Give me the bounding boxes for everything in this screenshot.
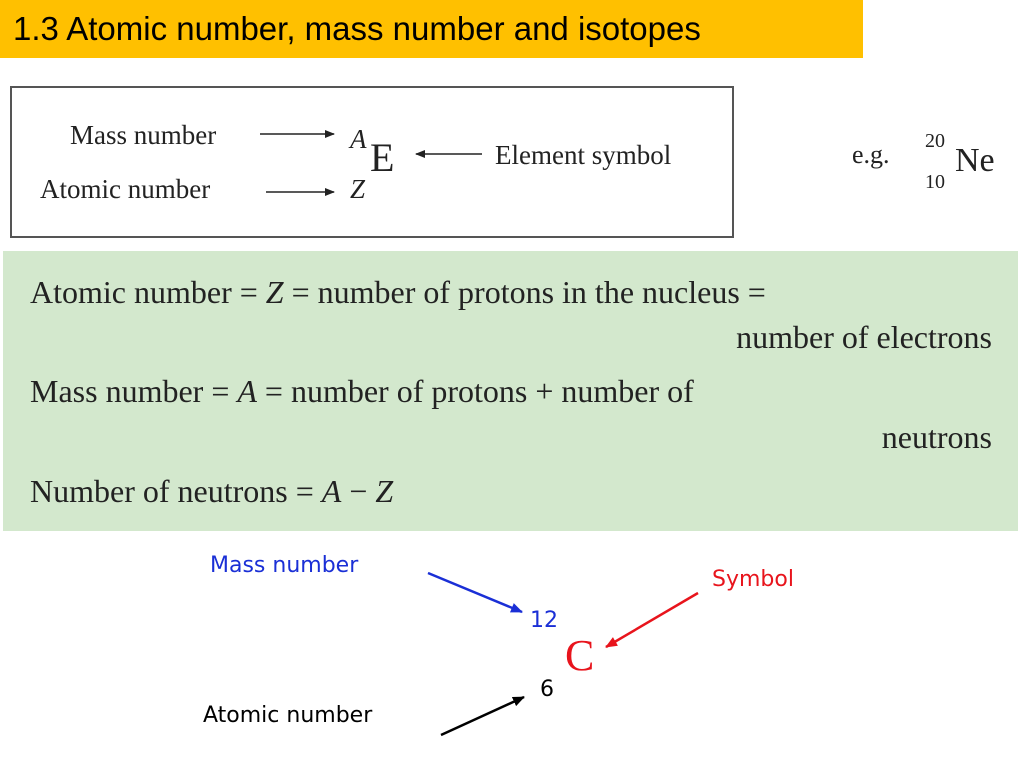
carbon-atomic-number-label: Atomic number [203,703,373,728]
carbon-atomic-number: 6 [540,677,554,702]
definition-mass-var: A [237,373,257,409]
carbon-mass-number: 12 [530,608,558,633]
definition-atomic-continuation: number of electrons [736,319,992,355]
carbon-symbol-arrow [606,593,698,647]
definition-neutrons-var-z: Z [375,473,394,509]
definition-mass-continuation: neutrons [881,419,992,455]
definition-neutrons-text: Number of neutrons = [30,473,322,509]
definition-mass-text: Mass number = [30,373,238,409]
definition-atomic-number [30,274,766,311]
definition-neutrons [30,473,393,510]
title-bar [0,0,863,58]
example-atomic-number: 10 [925,171,945,193]
atomic-number-label: Atomic number [40,174,211,204]
atomic-number-symbol: Z [350,174,366,204]
mass-number-symbol: A [350,124,367,154]
element-symbol-label: Element symbol [495,140,672,170]
example-prefix: e.g. [852,140,890,169]
definition-atomic-var: Z [265,274,284,310]
element-symbol: E [370,135,395,180]
definition-mass-text-2: = number of protons + number of [256,373,694,409]
slide-title: 1.3 Atomic number, mass number and isotopes [13,10,701,47]
definition-neutrons-op: − [341,473,376,509]
carbon-mass-arrow [428,573,522,612]
carbon-mass-number-label: Mass number [210,553,359,578]
definition-atomic-text-2: = number of protons in the nucleus = [283,274,766,310]
carbon-atomic-arrow [441,697,524,735]
example-element-symbol: Ne [955,142,995,179]
carbon-symbol: C [565,631,595,680]
definition-mass-number [30,373,694,410]
mass-number-label: Mass number [70,120,217,150]
definition-atomic-text: Atomic number = [30,274,266,310]
carbon-symbol-label: Symbol [712,567,794,592]
example-mass-number: 20 [925,130,945,152]
definition-neutrons-var-a: A [321,473,342,509]
